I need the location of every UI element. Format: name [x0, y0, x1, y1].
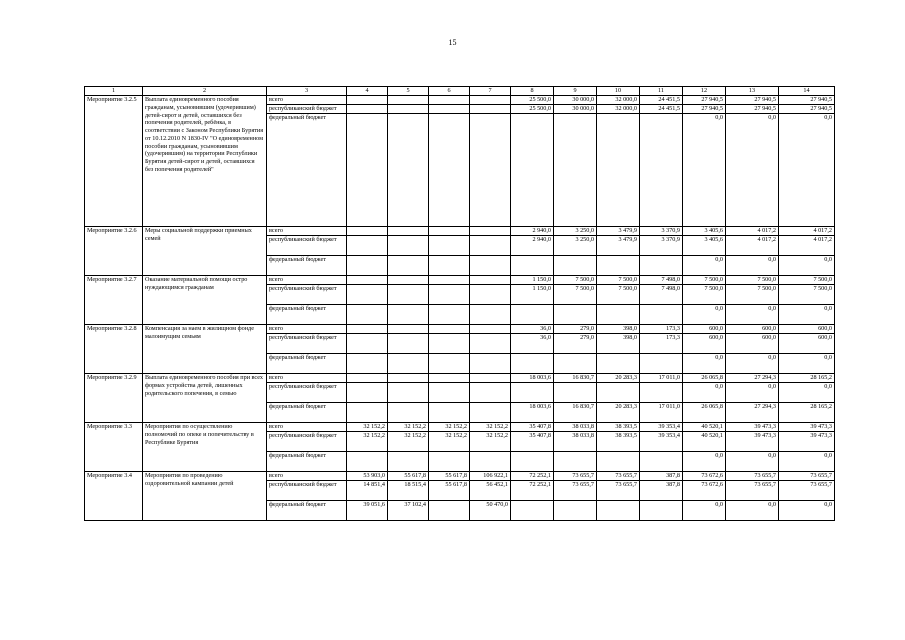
amount-cell: 39 353,4: [640, 423, 683, 432]
amount-cell: 0,0: [779, 354, 835, 374]
amount-cell: 7 498,0: [640, 276, 683, 285]
funding-source: федеральный бюджет: [267, 452, 347, 472]
amount-cell: 0,0: [726, 501, 779, 521]
amount-cell: 40 520,1: [683, 423, 726, 432]
amount-cell: 38 393,5: [597, 432, 640, 452]
amount-cell: 0,0: [779, 305, 835, 325]
amount-cell: 27 940,5: [726, 105, 779, 114]
amount-cell: 36,0: [511, 325, 554, 334]
activity-name: Меры социальной поддержки приемных семей: [143, 227, 267, 276]
amount-cell: 3 479,9: [597, 236, 640, 256]
amount-cell: 106 922,1: [470, 472, 511, 481]
amount-cell: 7 500,0: [779, 276, 835, 285]
activity-name: Мероприятия по проведению оздоровительной кампании детей: [143, 472, 267, 521]
amount-cell: [429, 236, 470, 256]
amount-cell: 0,0: [683, 114, 726, 227]
funding-source: федеральный бюджет: [267, 403, 347, 423]
amount-cell: 387,8: [640, 481, 683, 501]
header-cell: 3: [267, 87, 347, 96]
amount-cell: 3 405,6: [683, 227, 726, 236]
activity-name: Выплата единовременного пособия при всех формах устройства детей, лишенных родительского попечения, в семью: [143, 374, 267, 423]
amount-cell: [388, 325, 429, 334]
activity-code: Мероприятие 3.4: [85, 472, 143, 521]
amount-cell: 25 500,0: [511, 105, 554, 114]
amount-cell: [470, 305, 511, 325]
amount-cell: [347, 285, 388, 305]
amount-cell: [470, 114, 511, 227]
amount-cell: [470, 334, 511, 354]
amount-cell: 20 283,3: [597, 403, 640, 423]
amount-cell: 0,0: [683, 256, 726, 276]
amount-cell: [429, 374, 470, 383]
amount-cell: 1 150,0: [511, 276, 554, 285]
amount-cell: [388, 105, 429, 114]
table-row: [85, 374, 835, 383]
amount-cell: 0,0: [726, 256, 779, 276]
funding-source: республиканский бюджет: [267, 334, 347, 354]
activity-name: Выплата единовременного пособия гражданам, усыновившим (удочерившим) детей-сирот и детей, оставшихся без попечения родителей, ребёнка, в соответствии с Законом Республики Бурятия от 10.12.2010 N 1830-IV "О единовременном пособии гражданам, усыновившим (удочерившим) на территории Республики Бурятия детей-сирот и детей, оставшихся без попечения родителей": [143, 96, 267, 227]
amount-cell: 55 617,8: [429, 472, 470, 481]
amount-cell: 387,8: [640, 472, 683, 481]
amount-cell: [640, 383, 683, 403]
amount-cell: [470, 96, 511, 105]
amount-cell: [597, 501, 640, 521]
amount-cell: 56 452,1: [470, 481, 511, 501]
table-row: [85, 325, 835, 334]
funding-source: республиканский бюджет: [267, 383, 347, 403]
amount-cell: 7 500,0: [683, 276, 726, 285]
amount-cell: [388, 227, 429, 236]
amount-cell: 7 500,0: [726, 276, 779, 285]
amount-cell: 600,0: [779, 325, 835, 334]
amount-cell: [470, 452, 511, 472]
amount-cell: [554, 383, 597, 403]
amount-cell: [470, 383, 511, 403]
amount-cell: [511, 354, 554, 374]
amount-cell: 73 655,7: [597, 472, 640, 481]
amount-cell: [429, 325, 470, 334]
amount-cell: [554, 305, 597, 325]
amount-cell: 3 479,9: [597, 227, 640, 236]
amount-cell: [347, 452, 388, 472]
amount-cell: 24 451,5: [640, 96, 683, 105]
amount-cell: [511, 256, 554, 276]
amount-cell: 398,0: [597, 334, 640, 354]
activity-code: Мероприятие 3.2.5: [85, 96, 143, 227]
amount-cell: [388, 256, 429, 276]
amount-cell: 32 152,2: [470, 432, 511, 452]
amount-cell: [388, 452, 429, 472]
budget-table: [84, 86, 835, 521]
amount-cell: 39 473,3: [779, 432, 835, 452]
amount-cell: [511, 305, 554, 325]
amount-cell: 55 617,8: [429, 481, 470, 501]
amount-cell: [597, 452, 640, 472]
amount-cell: 26 065,8: [683, 403, 726, 423]
amount-cell: 0,0: [726, 452, 779, 472]
funding-source: федеральный бюджет: [267, 256, 347, 276]
amount-cell: 279,0: [554, 325, 597, 334]
amount-cell: [470, 276, 511, 285]
header-cell: 1: [85, 87, 143, 96]
amount-cell: 32 152,2: [429, 432, 470, 452]
amount-cell: [554, 501, 597, 521]
amount-cell: 18 003,6: [511, 403, 554, 423]
amount-cell: [388, 403, 429, 423]
amount-cell: [347, 96, 388, 105]
amount-cell: 35 407,8: [511, 423, 554, 432]
amount-cell: [347, 276, 388, 285]
amount-cell: [429, 256, 470, 276]
funding-source: всего: [267, 423, 347, 432]
funding-source: республиканский бюджет: [267, 432, 347, 452]
amount-cell: [347, 305, 388, 325]
amount-cell: 73 655,7: [554, 472, 597, 481]
amount-cell: 18 003,6: [511, 374, 554, 383]
amount-cell: [388, 383, 429, 403]
amount-cell: 72 252,1: [511, 481, 554, 501]
table-row: [85, 472, 835, 481]
amount-cell: 37 102,4: [388, 501, 429, 521]
amount-cell: 0,0: [683, 501, 726, 521]
amount-cell: 0,0: [683, 383, 726, 403]
amount-cell: [597, 354, 640, 374]
amount-cell: 73 655,7: [597, 481, 640, 501]
amount-cell: 55 617,8: [388, 472, 429, 481]
page-number: 15: [448, 38, 457, 47]
amount-cell: [640, 305, 683, 325]
amount-cell: [429, 305, 470, 325]
amount-cell: 28 165,2: [779, 374, 835, 383]
funding-source: федеральный бюджет: [267, 354, 347, 374]
amount-cell: 27 940,5: [779, 105, 835, 114]
amount-cell: 40 520,1: [683, 432, 726, 452]
funding-source: федеральный бюджет: [267, 305, 347, 325]
activity-code: Мероприятие 3.2.6: [85, 227, 143, 276]
amount-cell: 0,0: [779, 114, 835, 227]
amount-cell: [429, 114, 470, 227]
funding-source: всего: [267, 374, 347, 383]
funding-source: всего: [267, 276, 347, 285]
funding-source: республиканский бюджет: [267, 105, 347, 114]
amount-cell: 14 851,4: [347, 481, 388, 501]
amount-cell: [429, 452, 470, 472]
amount-cell: [388, 276, 429, 285]
amount-cell: [347, 334, 388, 354]
amount-cell: 0,0: [779, 383, 835, 403]
funding-source: республиканский бюджет: [267, 285, 347, 305]
amount-cell: [640, 114, 683, 227]
amount-cell: 38 033,8: [554, 432, 597, 452]
amount-cell: 0,0: [683, 305, 726, 325]
amount-cell: 20 283,3: [597, 374, 640, 383]
amount-cell: 7 500,0: [779, 285, 835, 305]
amount-cell: [429, 285, 470, 305]
amount-cell: 7 500,0: [554, 285, 597, 305]
amount-cell: 39 473,3: [726, 432, 779, 452]
amount-cell: 38 033,8: [554, 423, 597, 432]
amount-cell: [640, 501, 683, 521]
amount-cell: 39 051,6: [347, 501, 388, 521]
amount-cell: 32 000,0: [597, 96, 640, 105]
table-row: [85, 276, 835, 285]
amount-cell: [511, 114, 554, 227]
amount-cell: [429, 334, 470, 354]
amount-cell: 600,0: [726, 334, 779, 354]
amount-cell: 0,0: [726, 383, 779, 403]
amount-cell: 53 903,0: [347, 472, 388, 481]
amount-cell: 3 250,0: [554, 236, 597, 256]
amount-cell: 16 830,7: [554, 374, 597, 383]
amount-cell: 4 017,2: [726, 227, 779, 236]
amount-cell: 27 940,5: [726, 96, 779, 105]
amount-cell: 73 655,7: [554, 481, 597, 501]
amount-cell: 7 500,0: [726, 285, 779, 305]
funding-source: всего: [267, 472, 347, 481]
header-cell: 8: [511, 87, 554, 96]
amount-cell: 3 370,9: [640, 236, 683, 256]
amount-cell: [470, 325, 511, 334]
amount-cell: 2 940,0: [511, 236, 554, 256]
amount-cell: 35 407,8: [511, 432, 554, 452]
amount-cell: 18 515,4: [388, 481, 429, 501]
amount-cell: 39 353,4: [640, 432, 683, 452]
amount-cell: [429, 276, 470, 285]
amount-cell: [347, 325, 388, 334]
funding-source: республиканский бюджет: [267, 236, 347, 256]
activity-code: Мероприятие 3.3: [85, 423, 143, 472]
amount-cell: [429, 354, 470, 374]
amount-cell: [429, 403, 470, 423]
amount-cell: [388, 305, 429, 325]
amount-cell: 27 940,5: [779, 96, 835, 105]
amount-cell: 7 500,0: [554, 276, 597, 285]
activity-name: Компенсация за наем в жилищном фонде малоимущим семьям: [143, 325, 267, 374]
header-cell: 12: [683, 87, 726, 96]
amount-cell: 27 294,3: [726, 374, 779, 383]
amount-cell: 27 294,3: [726, 403, 779, 423]
amount-cell: 26 065,8: [683, 374, 726, 383]
amount-cell: 32 152,2: [388, 423, 429, 432]
amount-cell: [511, 383, 554, 403]
amount-cell: 3 250,0: [554, 227, 597, 236]
amount-cell: 32 152,2: [347, 423, 388, 432]
funding-source: федеральный бюджет: [267, 501, 347, 521]
table-row: [85, 96, 835, 105]
amount-cell: [388, 354, 429, 374]
amount-cell: [597, 114, 640, 227]
amount-cell: [597, 256, 640, 276]
amount-cell: 73 655,7: [779, 481, 835, 501]
amount-cell: 39 473,3: [779, 423, 835, 432]
amount-cell: [554, 114, 597, 227]
amount-cell: [640, 452, 683, 472]
amount-cell: 17 011,0: [640, 403, 683, 423]
amount-cell: 600,0: [683, 325, 726, 334]
amount-cell: [388, 334, 429, 354]
amount-cell: [640, 256, 683, 276]
amount-cell: [429, 227, 470, 236]
amount-cell: [554, 452, 597, 472]
header-cell: 13: [726, 87, 779, 96]
amount-cell: [470, 256, 511, 276]
amount-cell: [347, 256, 388, 276]
amount-cell: 0,0: [779, 452, 835, 472]
amount-cell: [470, 354, 511, 374]
amount-cell: [347, 105, 388, 114]
header-cell: 6: [429, 87, 470, 96]
amount-cell: [470, 403, 511, 423]
amount-cell: 30 000,0: [554, 96, 597, 105]
amount-cell: 50 470,0: [470, 501, 511, 521]
activity-name: Оказание материальной помощи остро нуждающимся гражданам: [143, 276, 267, 325]
amount-cell: [388, 285, 429, 305]
amount-cell: 0,0: [683, 452, 726, 472]
amount-cell: 32 152,2: [347, 432, 388, 452]
amount-cell: 72 252,1: [511, 472, 554, 481]
amount-cell: 3 370,9: [640, 227, 683, 236]
funding-source: республиканский бюджет: [267, 481, 347, 501]
amount-cell: 32 152,2: [470, 423, 511, 432]
amount-cell: 16 830,7: [554, 403, 597, 423]
activity-code: Мероприятие 3.2.8: [85, 325, 143, 374]
amount-cell: [347, 383, 388, 403]
amount-cell: 7 500,0: [597, 276, 640, 285]
amount-cell: 1 150,0: [511, 285, 554, 305]
amount-cell: 0,0: [683, 354, 726, 374]
amount-cell: [388, 114, 429, 227]
amount-cell: 600,0: [683, 334, 726, 354]
amount-cell: [347, 374, 388, 383]
amount-cell: 0,0: [726, 305, 779, 325]
amount-cell: [554, 256, 597, 276]
amount-cell: [347, 236, 388, 256]
amount-cell: 4 017,2: [726, 236, 779, 256]
funding-source: федеральный бюджет: [267, 114, 347, 227]
amount-cell: 4 017,2: [779, 227, 835, 236]
amount-cell: 7 500,0: [597, 285, 640, 305]
header-cell: 9: [554, 87, 597, 96]
amount-cell: 28 165,2: [779, 403, 835, 423]
amount-cell: 32 000,0: [597, 105, 640, 114]
amount-cell: [470, 105, 511, 114]
funding-source: всего: [267, 96, 347, 105]
amount-cell: 600,0: [726, 325, 779, 334]
amount-cell: 73 655,7: [726, 481, 779, 501]
amount-cell: [511, 501, 554, 521]
header-cell: 14: [779, 87, 835, 96]
amount-cell: 73 672,6: [683, 472, 726, 481]
funding-source: всего: [267, 227, 347, 236]
amount-cell: [470, 374, 511, 383]
amount-cell: 173,3: [640, 325, 683, 334]
amount-cell: [347, 227, 388, 236]
amount-cell: [470, 227, 511, 236]
amount-cell: 32 152,2: [388, 432, 429, 452]
table-row: [85, 423, 835, 432]
amount-cell: 7 500,0: [683, 285, 726, 305]
amount-cell: [388, 236, 429, 256]
amount-cell: [554, 354, 597, 374]
amount-cell: 0,0: [779, 501, 835, 521]
amount-cell: [597, 383, 640, 403]
amount-cell: 30 000,0: [554, 105, 597, 114]
amount-cell: 39 473,3: [726, 423, 779, 432]
header-cell: 10: [597, 87, 640, 96]
funding-source: всего: [267, 325, 347, 334]
amount-cell: 0,0: [726, 354, 779, 374]
activity-name: Мероприятия по осуществлению полномочий по опеке и попечительству в Республике Бурятия: [143, 423, 267, 472]
amount-cell: [347, 354, 388, 374]
amount-cell: 0,0: [779, 256, 835, 276]
amount-cell: [470, 236, 511, 256]
amount-cell: [640, 354, 683, 374]
header-cell: 4: [347, 87, 388, 96]
amount-cell: 17 011,0: [640, 374, 683, 383]
amount-cell: 3 405,6: [683, 236, 726, 256]
table-row: [85, 227, 835, 236]
amount-cell: 398,0: [597, 325, 640, 334]
amount-cell: [388, 96, 429, 105]
amount-cell: 600,0: [779, 334, 835, 354]
amount-cell: [470, 285, 511, 305]
amount-cell: 7 498,0: [640, 285, 683, 305]
amount-cell: [347, 114, 388, 227]
amount-cell: 279,0: [554, 334, 597, 354]
amount-cell: 73 655,7: [726, 472, 779, 481]
amount-cell: 36,0: [511, 334, 554, 354]
amount-cell: 73 672,6: [683, 481, 726, 501]
amount-cell: 173,3: [640, 334, 683, 354]
amount-cell: 27 940,5: [683, 96, 726, 105]
header-cell: 7: [470, 87, 511, 96]
amount-cell: [429, 383, 470, 403]
header-row: [85, 87, 835, 96]
amount-cell: 2 940,0: [511, 227, 554, 236]
amount-cell: 38 393,5: [597, 423, 640, 432]
amount-cell: 0,0: [726, 114, 779, 227]
amount-cell: [429, 105, 470, 114]
amount-cell: [429, 501, 470, 521]
amount-cell: [388, 374, 429, 383]
activity-code: Мероприятие 3.2.7: [85, 276, 143, 325]
amount-cell: 25 500,0: [511, 96, 554, 105]
activity-code: Мероприятие 3.2.9: [85, 374, 143, 423]
header-cell: 5: [388, 87, 429, 96]
amount-cell: [429, 96, 470, 105]
amount-cell: [597, 305, 640, 325]
amount-cell: [511, 452, 554, 472]
amount-cell: 73 655,7: [779, 472, 835, 481]
header-cell: 11: [640, 87, 683, 96]
amount-cell: 32 152,2: [429, 423, 470, 432]
amount-cell: 24 451,5: [640, 105, 683, 114]
header-cell: 2: [143, 87, 267, 96]
amount-cell: 27 940,5: [683, 105, 726, 114]
amount-cell: 4 017,2: [779, 236, 835, 256]
amount-cell: [347, 403, 388, 423]
